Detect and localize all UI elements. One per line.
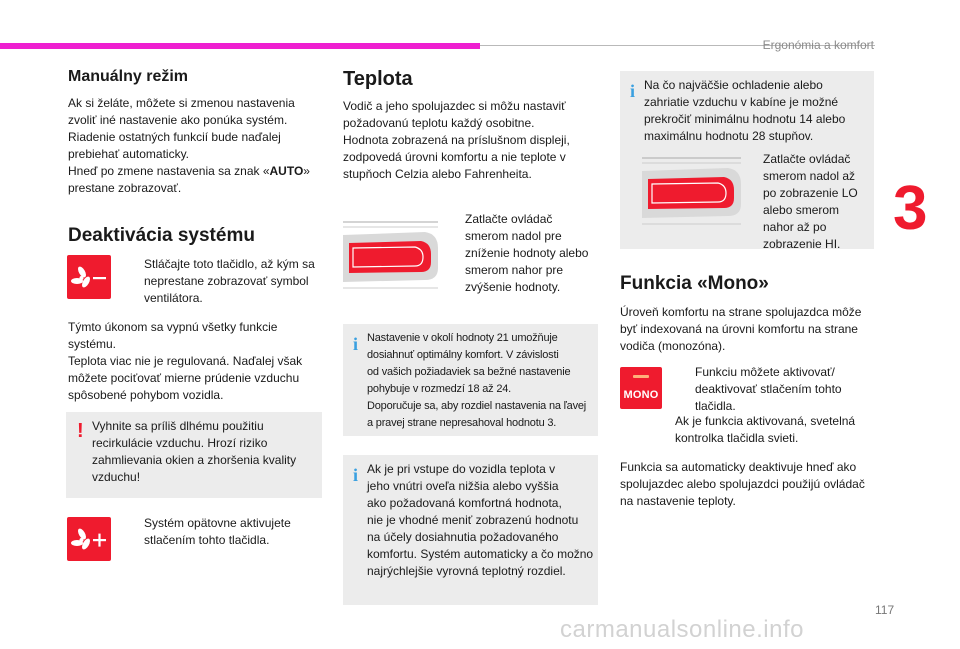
mono-button[interactable]: [620, 367, 662, 409]
deactivate-text: Týmto úkonom sa vypnú všetky funkcie systému. Teplota viac nie je regulovaná. Naďalej však môžete pociťovať mierne prúdenie vzduchu spôsobené pohybom vozidla.: [68, 320, 303, 402]
info-comfort-text: Nastavenie v okolí hodnoty 21 umožňuje dosiahnuť optimálny komfort. V závislosti od vašich požiadaviek sa bežné nastavenie pohybuje v rozmedzí 18 až 24. Doporučuje sa, aby rozdiel nastavenia na ľavej a pravej strane nepresahoval hodnotu 3.: [367, 332, 587, 429]
mono-indicator-light: [633, 375, 649, 378]
fan-minus-icon: [67, 255, 111, 299]
chapter-number: 3: [893, 174, 928, 243]
auto-label: AUTO: [269, 164, 304, 178]
temperature-control-illustration: [642, 154, 742, 228]
deactivate-instruction: Stláčajte toto tlačidlo, až kým sa neprestane zobrazovať symbol ventilátora.: [144, 257, 315, 305]
mono-footer-text: Funkcia sa automaticky deaktivuje hneď ako spolujazdec alebo spolujazdci použijú ovládač na nastavenie teploty.: [620, 460, 865, 508]
temperature-title: Teplota: [343, 68, 413, 90]
info-icon: i: [353, 334, 359, 354]
manual-mode-text: Ak si želáte, môžete si zmenou nastavenia zvoliť iné nastavenie ako ponúka systém. Riadenie ostatných funkcií bude naďalej prebiehať automaticky. Hneď po zmene nastavenia sa znak «AUTO» prestane zobrazovať.: [68, 96, 310, 195]
mono-instruction: Funkciu môžete aktivovať/ deaktivovať stlačením tohto tlačidla.: [695, 365, 842, 413]
info-entry-text: Ak je pri vstupe do vozidla teplota v jeho vnútri oveľa nižšia alebo vyššia ako požadovaná komfortná hodnota, nie je vhodné meniť zobrazenú hodnotu na účely dosiahnutia požadovaného komfortu. Systém automaticky a čo možno najrýchlejšie vyrovná teplotný rozdiel.: [367, 462, 594, 578]
mono-indicator-text: Ak je funkcia aktivovaná, svetelná kontrolka tlačidla svieti.: [675, 414, 856, 445]
deactivation-title: Deaktivácia systému: [68, 225, 255, 246]
info-limits-text: Na čo najväčšie ochladenie alebo zahriatie vzduchu v kabíne je možné prekročiť minimálnu hodnotu 14 alebo maximálnu hodnotu 28 stupňov.: [644, 78, 846, 143]
fan-plus-icon: [67, 517, 111, 561]
lo-hi-instruction: Zatlačte ovládač smerom nadol až po zobrazenie LO alebo smerom nahor až po zobrazenie HI.: [763, 152, 858, 251]
fan-off-button[interactable]: [67, 255, 111, 299]
watermark: carmanualsonline.info: [560, 616, 804, 643]
mono-button-label: MONO: [623, 389, 659, 401]
page-number: 117: [875, 603, 895, 617]
warning-text: Vyhnite sa príliš dlhému použitiu recirkulácie vzduchu. Hrozí riziko zahmlievania okien a zhoršenia kvality vzduchu!: [92, 419, 297, 484]
header-accent-bar: [0, 43, 480, 49]
section-title: Ergonómia a komfort: [762, 38, 874, 52]
info-box-comfort: [343, 324, 598, 436]
manual-mode-title: Manuálny režim: [68, 68, 189, 85]
info-icon: i: [353, 465, 359, 485]
warning-icon: !: [77, 420, 84, 442]
info-icon: i: [630, 81, 636, 101]
reactivate-instruction: Systém opätovne aktivujete stlačením tohto tlačidla.: [144, 516, 291, 547]
temperature-instruction: Zatlačte ovládač smerom nadol pre zníženie hodnoty alebo smerom nahor pre zvýšenie hodnoty.: [465, 212, 589, 294]
mono-title: Funkcia «Mono»: [620, 273, 769, 294]
mono-intro: Úroveň komfortu na strane spolujazdca môže byť indexovaná na úrovni komfortu na strane vodiča (monozóna).: [620, 305, 862, 353]
warning-box: [66, 412, 322, 498]
temperature-control-illustration: [343, 218, 439, 292]
info-box-limits: [620, 71, 874, 249]
fan-on-button[interactable]: [67, 517, 111, 561]
info-box-entry: [343, 455, 598, 605]
temperature-intro: Vodič a jeho spolujazdec si môžu nastaviť požadovanú teplotu každý osobitne. Hodnota zobrazená na príslušnom displeji, zodpovedá úrovni komfortu a nie teplote v stupňoch Celzia alebo Fahrenheita.: [343, 99, 570, 181]
